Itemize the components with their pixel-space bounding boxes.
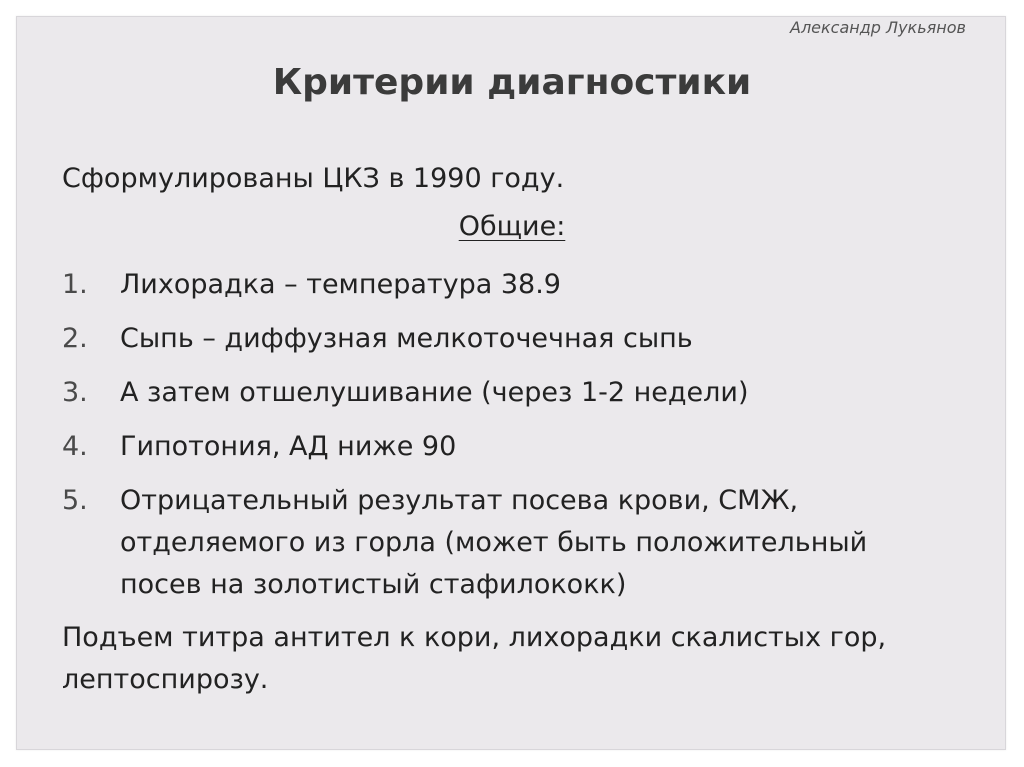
closing-text xyxy=(62,617,886,701)
criterion-line: А затем отшелушивание (через 1-2 недели) xyxy=(120,377,749,408)
author-name: Александр Лукьянов xyxy=(790,18,966,37)
criterion-text xyxy=(120,480,867,606)
intro-text: Сформулированы ЦКЗ в 1990 году. xyxy=(62,163,565,194)
criterion-number: 3. xyxy=(62,377,88,408)
criterion-line: Лихорадка – температура 38.9 xyxy=(120,269,561,300)
criterion-text xyxy=(120,372,749,414)
criterion-line: Отрицательный результат посева крови, СМЖ, xyxy=(120,485,799,516)
criterion-line: Сыпь – диффузная мелкоточечная сыпь xyxy=(120,323,693,354)
criterion-text xyxy=(120,426,456,468)
criterion-line: посев на золотистый стафилококк) xyxy=(120,569,627,600)
criterion-line: Гипотония, АД ниже 90 xyxy=(120,431,457,462)
subheading-general: Общие: xyxy=(458,211,566,242)
criterion-number: 2. xyxy=(62,323,88,354)
criterion-number: 4. xyxy=(62,431,88,462)
closing-line: лептоспирозу. xyxy=(62,664,269,695)
criterion-number: 5. xyxy=(62,485,88,516)
criterion-text xyxy=(120,318,693,360)
criterion-line: отделяемого из горла (может быть положительный xyxy=(120,527,868,558)
slide-title: Критерии диагностики xyxy=(272,62,752,103)
criterion-text xyxy=(120,264,561,306)
criterion-number: 1. xyxy=(62,269,88,300)
closing-line: Подъем титра антител к кори, лихорадки скалистых гор, xyxy=(62,622,887,653)
